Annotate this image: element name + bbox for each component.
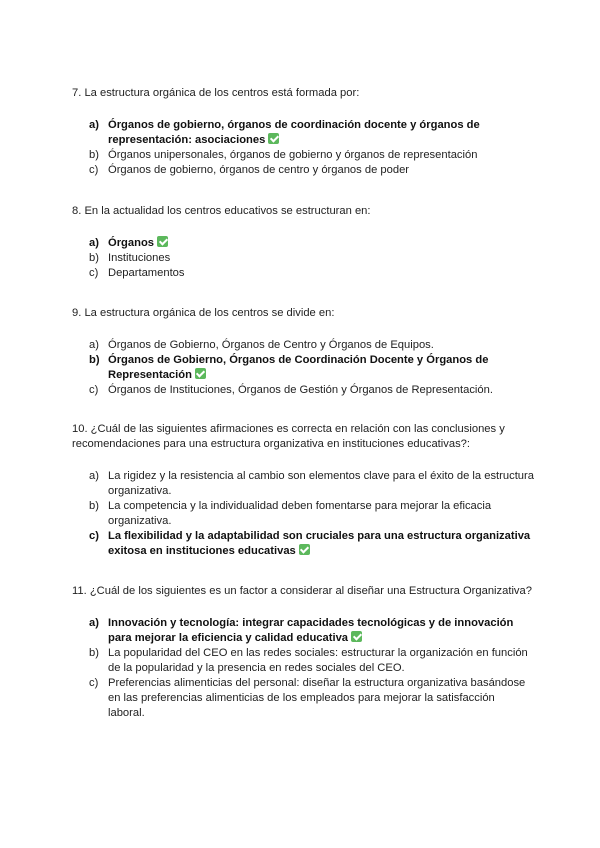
option-a: [72, 616, 534, 646]
option-letter: c): [89, 267, 99, 279]
check-mark-icon: [157, 236, 168, 247]
option-letter: a): [89, 237, 99, 249]
question-10: [72, 422, 534, 559]
option-b: [72, 251, 534, 266]
option-c: [72, 383, 534, 398]
option-letter: c): [89, 384, 99, 396]
option-letter: b): [89, 647, 99, 659]
question-text: 8. En la actualidad los centros educativos se estructuran en:: [72, 205, 371, 217]
option-text: La flexibilidad y la adaptabilidad son cruciales para una estructura organizativa exitosa en instituciones educativas: [108, 530, 531, 557]
option-letter: b): [89, 149, 99, 161]
option-a: [72, 118, 534, 148]
check-mark-icon: [268, 133, 279, 144]
option-a: [72, 469, 534, 499]
option-c: [72, 676, 534, 721]
question-9: [72, 306, 534, 398]
question-text: 9. La estructura orgánica de los centros se divide en:: [72, 307, 335, 319]
option-a: [72, 236, 534, 251]
question-text: 11. ¿Cuál de los siguientes es un factor a considerar al diseñar una Estructura Organizativa?: [72, 585, 532, 597]
option-text: Órganos de gobierno, órganos de coordinación docente y órganos de representación: asociaciones: [108, 119, 480, 146]
option-c: [72, 163, 534, 178]
question-11: [72, 584, 534, 721]
option-letter: c): [89, 677, 99, 689]
option-a: [72, 338, 534, 353]
question-8: [72, 204, 534, 281]
option-text: Innovación y tecnología: integrar capacidades tecnológicas y de innovación para mejorar la eficiencia y calidad educativa: [108, 617, 514, 644]
option-text: Departamentos: [108, 267, 185, 279]
check-mark-icon: [195, 368, 206, 379]
option-text: Órganos de Instituciones, Órganos de Gestión y Órganos de Representación.: [108, 384, 493, 396]
option-letter: a): [89, 470, 99, 482]
option-text: Órganos: [108, 237, 155, 249]
option-text: Instituciones: [108, 252, 171, 264]
check-mark-icon: [299, 544, 310, 555]
option-text: Órganos de Gobierno, Órganos de Centro y Órganos de Equipos.: [108, 339, 434, 351]
option-b: [72, 499, 534, 529]
question-text: 10. ¿Cuál de las siguientes afirmaciones es correcta en relación con las conclusiones y recomendaciones para una estructura organizativa en instituciones educativas?:: [72, 423, 505, 450]
option-list: [72, 469, 534, 559]
option-text: Órganos de gobierno, órganos de centro y órganos de poder: [108, 164, 410, 176]
option-letter: c): [89, 530, 99, 542]
option-b: [72, 646, 534, 676]
option-list: [72, 338, 534, 398]
option-letter: a): [89, 339, 99, 351]
option-c: [72, 529, 534, 559]
option-list: [72, 236, 534, 281]
option-text: Órganos unipersonales, órganos de gobierno y órganos de representación: [108, 149, 478, 161]
option-letter: a): [89, 119, 99, 131]
question-7: [72, 86, 534, 178]
option-text: La competencia y la individualidad deben fomentarse para mejorar la eficacia organizativa.: [108, 500, 492, 527]
option-c: [72, 266, 534, 281]
option-text: Preferencias alimenticias del personal: diseñar la estructura organizativa basándose en las preferencias alimenticias de los empleados para mejorar la satisfacción laboral.: [108, 677, 526, 719]
option-text: Órganos de Gobierno, Órganos de Coordinación Docente y Órganos de Representación: [108, 354, 489, 381]
question-text: 7. La estructura orgánica de los centros está formada por:: [72, 87, 360, 99]
option-list: [72, 616, 534, 721]
check-mark-icon: [351, 631, 362, 642]
option-b: [72, 148, 534, 163]
option-letter: c): [89, 164, 99, 176]
option-letter: b): [89, 500, 99, 512]
option-letter: a): [89, 617, 99, 629]
option-list: [72, 118, 534, 178]
option-letter: b): [89, 354, 100, 366]
option-text: La rigidez y la resistencia al cambio son elementos clave para el éxito de la estructura organizativa.: [108, 470, 534, 497]
option-letter: b): [89, 252, 99, 264]
option-text: La popularidad del CEO en las redes sociales: estructurar la organización en función de la popularidad y la presencia en redes sociales del CEO.: [108, 647, 528, 674]
option-b: [72, 353, 534, 383]
